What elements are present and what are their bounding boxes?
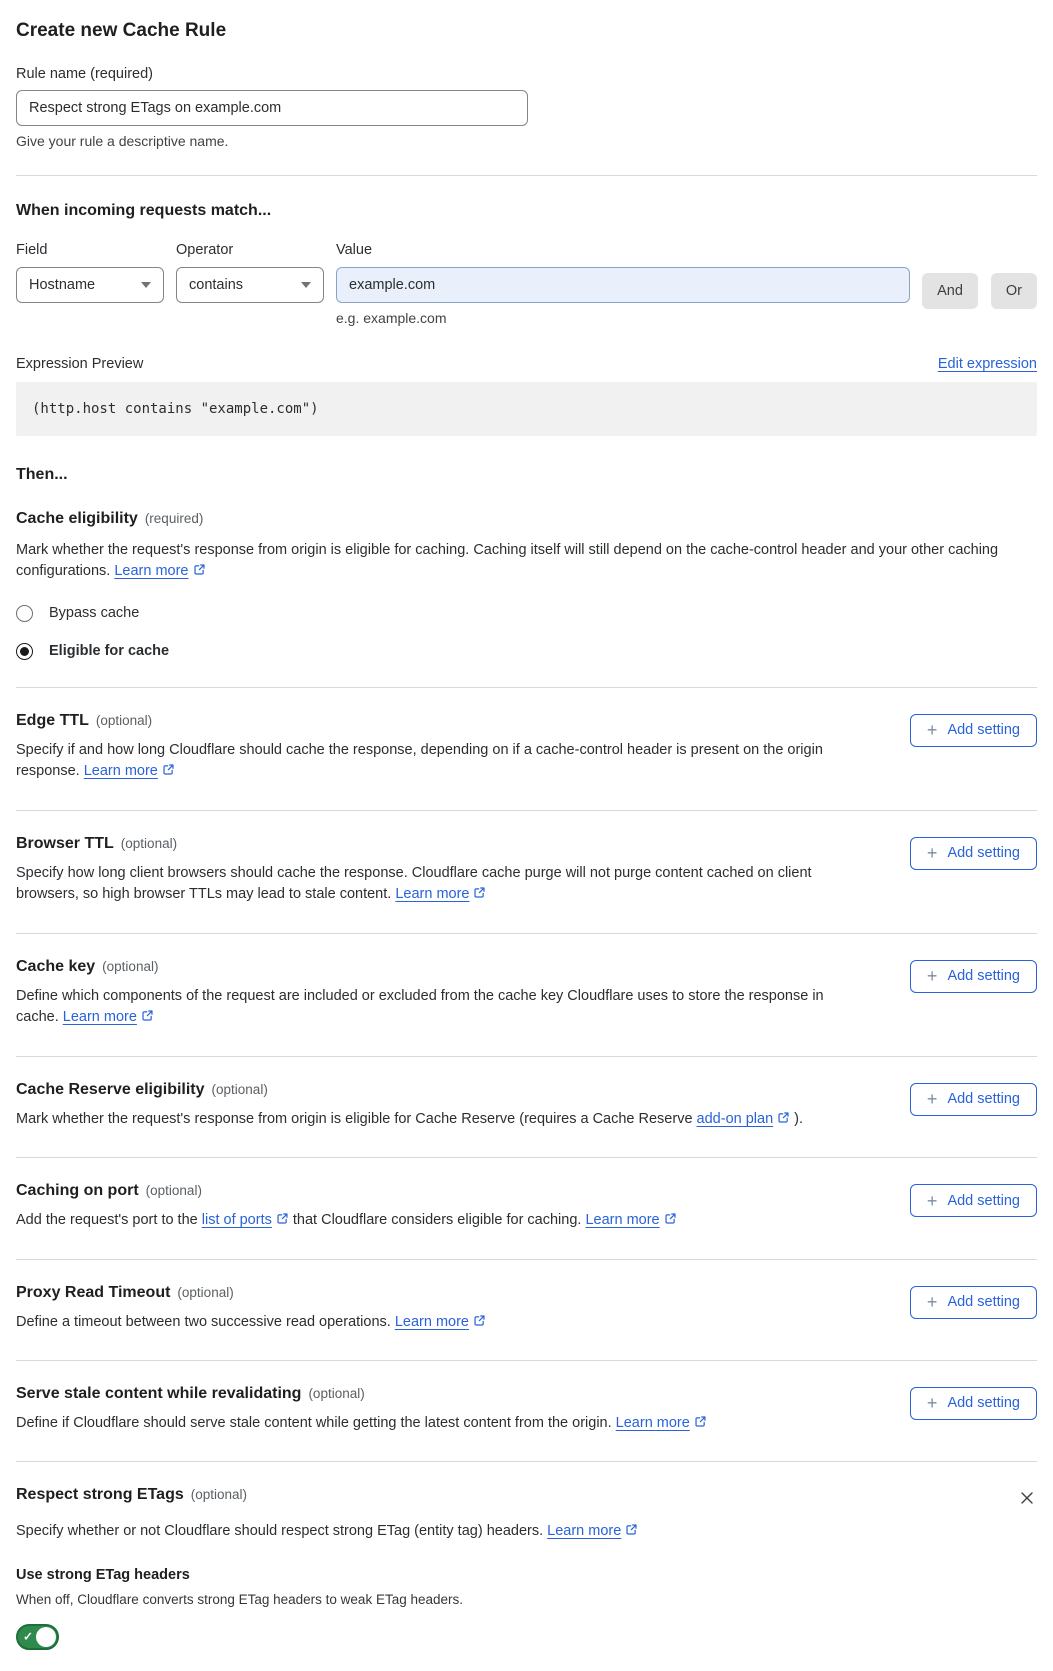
cache-eligibility-block [16, 510, 1037, 660]
plus-icon: + [926, 1089, 938, 1110]
setting-section-title: Serve stale content while revalidating (optional) [16, 1384, 365, 1402]
radio-icon [16, 643, 33, 660]
learn-more-link[interactable]: Learn more [83, 763, 158, 780]
learn-more-link[interactable]: Learn more [395, 886, 470, 903]
cache-eligibility-title: Cache eligibility (required) [16, 510, 204, 527]
setting-section-title: Proxy Read Timeout (optional) [16, 1283, 234, 1301]
etags-title: Respect strong ETags (optional) [16, 1486, 248, 1504]
external-link-icon [141, 1009, 154, 1022]
optional-note: (optional) [177, 1284, 234, 1300]
plus-icon: + [926, 1190, 938, 1211]
radio-label: Eligible for cache [49, 643, 170, 660]
external-link-icon [664, 1212, 677, 1225]
plus-icon: + [926, 843, 938, 864]
required-note: (required) [144, 511, 204, 526]
field-column [16, 242, 164, 303]
setting-section-content [16, 835, 886, 906]
add-setting-button-edge-ttl[interactable] [910, 714, 1037, 747]
setting-section-serve-stale [16, 1360, 1037, 1434]
etags-header [16, 1486, 1037, 1511]
toggle-knob [36, 1627, 56, 1647]
radio-label: Bypass cache [49, 605, 140, 622]
learn-more-link[interactable]: Learn more [114, 563, 189, 580]
external-link-icon [473, 886, 486, 899]
andor-buttons [922, 273, 1037, 309]
setting-section-title: Browser TTL (optional) [16, 834, 178, 852]
setting-section-cache-key [16, 933, 1037, 1029]
add-setting-button-caching-on-port[interactable] [910, 1184, 1037, 1217]
setting-section-content [16, 1385, 886, 1434]
match-heading: When incoming requests match... [16, 202, 272, 219]
list-of-ports-link[interactable]: list of ports [201, 1212, 272, 1229]
external-link-icon [162, 763, 175, 776]
strong-etag-headers-label: Use strong ETag headers [16, 1566, 190, 1583]
setting-section-desc: Add the request's port to the list of ports that Cloudflare considers eligible for caching. Learn more [16, 1210, 846, 1231]
add-setting-button-serve-stale[interactable] [910, 1387, 1037, 1420]
setting-section-desc: Define if Cloudflare should serve stale content while getting the latest content from the origin. Learn more [16, 1413, 846, 1434]
external-link-icon [193, 563, 206, 576]
setting-section-desc: Define which components of the request are included or excluded from the cache key Cloudflare uses to store the response in cache. Learn more [16, 987, 824, 1026]
operator-select[interactable] [176, 267, 324, 303]
optional-note: (optional) [95, 712, 153, 728]
rule-name-group [16, 66, 1037, 149]
setting-section-desc: Define a timeout between two successive read operations. Learn more [16, 1312, 846, 1333]
add-setting-button-proxy-read-timeout[interactable] [910, 1286, 1037, 1319]
plus-icon: + [926, 720, 938, 741]
field-select[interactable] [16, 267, 164, 303]
radio-eligible-for-cache[interactable] [16, 643, 1037, 660]
setting-section-content [16, 1284, 886, 1333]
settings-sections [16, 687, 1037, 1435]
optional-note: (optional) [190, 1487, 248, 1503]
radio-icon [16, 605, 33, 622]
expression-preview-label: Expression Preview [16, 356, 144, 372]
operator-label: Operator [176, 242, 234, 258]
setting-section-content [16, 1081, 886, 1130]
rule-name-label: Rule name (required) [16, 66, 154, 82]
rule-name-helper: Give your rule a descriptive name. [16, 133, 229, 149]
optional-note: (optional) [145, 1183, 202, 1199]
setting-section-content [16, 1182, 886, 1231]
add-setting-button-browser-ttl[interactable] [910, 837, 1037, 870]
close-icon [1019, 1490, 1035, 1506]
chevron-down-icon [141, 282, 151, 288]
setting-section-desc: Specify how long client browsers should cache the response. Cloudflare cache purge will not purge content cached on client browsers, so high browser TTLs may lead to stale content. Learn more [16, 864, 812, 903]
radio-bypass-cache[interactable] [16, 605, 1037, 622]
operator-column [176, 242, 324, 303]
learn-more-link[interactable]: Learn more [585, 1212, 660, 1229]
or-button[interactable]: Or [991, 273, 1037, 309]
add-setting-button-cache-reserve-eligibility[interactable] [910, 1083, 1037, 1116]
add-on-plan-link[interactable]: add-on plan [696, 1110, 774, 1127]
setting-section-content [16, 958, 886, 1029]
operator-select-value: contains [189, 277, 244, 293]
rule-name-input[interactable] [16, 90, 528, 126]
expression-preview-code: (http.host contains "example.com") [16, 382, 1037, 436]
optional-note: (optional) [211, 1081, 268, 1097]
setting-section-desc: Mark whether the request's response from origin is eligible for Cache Reserve (requires a Cache Reserve add-on plan ). [16, 1110, 804, 1127]
add-setting-label: Add setting [947, 968, 1020, 985]
value-helper: e.g. example.com [336, 310, 447, 326]
setting-section-browser-ttl [16, 810, 1037, 906]
expression-preview-header [16, 356, 1037, 372]
then-heading: Then... [16, 466, 68, 483]
add-setting-label: Add setting [947, 845, 1020, 862]
match-row [16, 242, 1037, 326]
and-button[interactable]: And [922, 273, 978, 309]
check-icon: ✓ [23, 1629, 34, 1644]
plus-icon: + [926, 1393, 938, 1414]
optional-note: (optional) [308, 1385, 365, 1401]
chevron-down-icon [301, 282, 311, 288]
strong-etag-headers-helper: When off, Cloudflare converts strong ETag headers to weak ETag headers. [16, 1591, 464, 1607]
divider [16, 175, 1037, 176]
cache-eligibility-options [16, 605, 1037, 660]
add-setting-button-cache-key[interactable] [910, 960, 1037, 993]
setting-section-content [16, 712, 886, 783]
external-link-icon [694, 1415, 707, 1428]
value-input[interactable] [336, 267, 910, 303]
setting-section-caching-on-port [16, 1157, 1037, 1231]
external-link-icon [276, 1212, 289, 1225]
external-link-icon [473, 1314, 486, 1327]
setting-section-proxy-read-timeout [16, 1259, 1037, 1333]
cache-eligibility-desc: Mark whether the request's response from origin is eligible for caching. Caching itself will still depend on the cache-control header and your other caching configurations. Learn more [16, 542, 999, 580]
optional-note: (optional) [102, 958, 159, 974]
etags-desc: Specify whether or not Cloudflare should respect strong ETag (entity tag) headers. Learn more [16, 1521, 1037, 1542]
field-select-value: Hostname [29, 277, 96, 293]
learn-more-link[interactable]: Learn more [394, 1313, 469, 1330]
close-button[interactable] [1017, 1488, 1037, 1511]
add-setting-label: Add setting [947, 1091, 1020, 1108]
learn-more-link[interactable]: Learn more [615, 1414, 690, 1431]
setting-section-cache-reserve-eligibility [16, 1056, 1037, 1130]
setting-section-title: Cache Reserve eligibility (optional) [16, 1080, 268, 1098]
strong-etag-toggle[interactable] [16, 1624, 59, 1650]
respect-strong-etags-section [16, 1461, 1037, 1654]
add-setting-label: Add setting [947, 1294, 1020, 1311]
add-setting-label: Add setting [947, 1395, 1020, 1412]
edit-expression-link[interactable]: Edit expression [937, 356, 1037, 372]
setting-section-edge-ttl [16, 687, 1037, 783]
setting-section-title: Cache key (optional) [16, 957, 159, 975]
page-title: Create new Cache Rule [16, 20, 227, 41]
plus-icon: + [926, 966, 938, 987]
external-link-icon [625, 1523, 638, 1536]
plus-icon: + [926, 1292, 938, 1313]
field-label: Field [16, 242, 48, 258]
learn-more-link[interactable]: Learn more [62, 1009, 137, 1026]
add-setting-label: Add setting [947, 1192, 1020, 1209]
setting-section-desc: Specify if and how long Cloudflare should cache the response, depending on if a cache-control header is present on the origin response. Learn more [16, 741, 823, 780]
learn-more-link[interactable]: Learn more [547, 1523, 622, 1540]
setting-section-title: Caching on port (optional) [16, 1182, 202, 1200]
external-link-icon [777, 1111, 790, 1124]
add-setting-label: Add setting [947, 722, 1020, 739]
optional-note: (optional) [120, 835, 178, 851]
value-column [336, 242, 910, 326]
setting-section-title: Edge TTL (optional) [16, 711, 153, 729]
value-label: Value [336, 242, 373, 258]
